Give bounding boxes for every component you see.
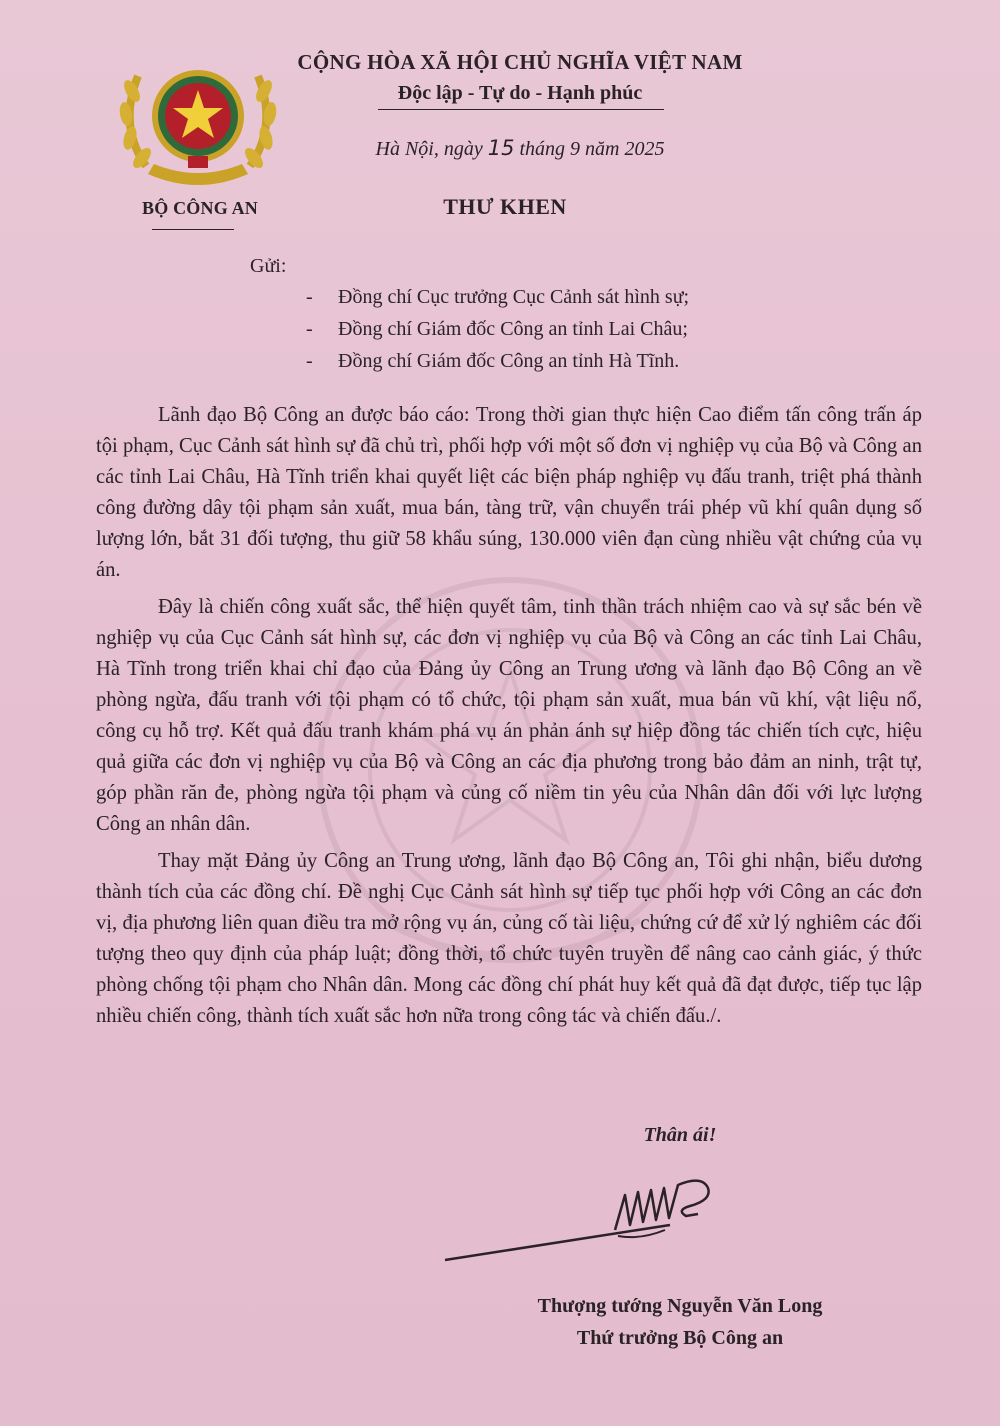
recipient-text: Đồng chí Giám đốc Công an tỉnh Hà Tĩnh. bbox=[338, 350, 680, 372]
date-suffix: tháng 9 năm 2025 bbox=[519, 138, 665, 160]
document-title: THƯ KHEN bbox=[443, 194, 567, 219]
list-item: - Đồng chí Cục trưởng Cục Cảnh sát hình sự; bbox=[306, 286, 690, 308]
police-emblem-icon bbox=[108, 46, 288, 196]
recipient-text: Đồng chí Giám đốc Công an tỉnh Lai Châu; bbox=[338, 318, 688, 340]
letter-body bbox=[96, 400, 922, 1038]
national-title: CỘNG HÒA XÃ HỘI CHỦ NGHĨA VIỆT NAM bbox=[297, 50, 743, 74]
motto-underline bbox=[378, 109, 664, 110]
issuing-agency: BỘ CÔNG AN bbox=[141, 198, 258, 218]
agency-underline bbox=[152, 229, 234, 230]
national-motto: Độc lập - Tự do - Hạnh phúc bbox=[397, 82, 643, 104]
body-paragraph: Lãnh đạo Bộ Công an được báo cáo: Trong thời gian thực hiện Cao điểm tấn công trấn áp tội phạm, Cục Cảnh sát hình sự đã chủ trì, phối hợp với một số đơn vị nghiệp vụ của Bộ và Công an các tỉnh Lai Châu, Hà Tĩnh triển khai quyết liệt các biện pháp nghiệp vụ đấu tranh, triệt phá thành công đường dây tội phạm sản xuất, mua bán, tàng trữ, vận chuyển trái phép vũ khí quân dụng số lượng lớn, bắt 31 đối tượng, thu giữ 58 khẩu súng, 130.000 viên đạn cùng nhiều vật chứng của vụ án. bbox=[96, 404, 922, 581]
recipients-list bbox=[306, 281, 689, 377]
recipient-text: Đồng chí Cục trưởng Cục Cảnh sát hình sự; bbox=[338, 286, 690, 308]
date-prefix: Hà Nội, ngày bbox=[375, 138, 483, 160]
list-item: - Đồng chí Giám đốc Công an tỉnh Lai Châu; bbox=[306, 318, 688, 340]
body-paragraph: Đây là chiến công xuất sắc, thể hiện quyết tâm, tinh thần trách nhiệm cao và sự sắc bén về nghiệp vụ của Cục Cảnh sát hình sự, các đơn vị nghiệp vụ của Bộ và Công an các tỉnh Lai Châu, Hà Tĩnh trong triển khai chỉ đạo của Đảng ủy Công an Trung ương và lãnh đạo Bộ Công an về phòng ngừa, đấu tranh với tội phạm có tổ chức, tội phạm sản xuất, mua bán vũ khí, vật liệu nổ, công cụ hỗ trợ. Kết quả đấu tranh khám phá vụ án phản ánh sự hiệp đồng tác chiến tích cực, hiệu quả giữa các đơn vị nghiệp vụ của Bộ và Công an các địa phương trong bảo đảm an ninh, trật tự, góp phần răn đe, phòng ngừa tội phạm và củng cố niềm tin yêu của Nhân dân đối với lực lượng Công an nhân dân. bbox=[96, 596, 922, 835]
closing-salutation: Thân ái! bbox=[643, 1124, 717, 1146]
signer-name: Thượng tướng Nguyễn Văn Long bbox=[537, 1295, 823, 1317]
signer-position: Thứ trưởng Bộ Công an bbox=[576, 1327, 784, 1349]
signature-icon bbox=[440, 1170, 740, 1270]
body-paragraph: Thay mặt Đảng ủy Công an Trung ương, lãnh đạo Bộ Công an, Tôi ghi nhận, biểu dương thành tích của các đồng chí. Đề nghị Cục Cảnh sát hình sự tiếp tục phối hợp với Công an các đơn vị, địa phương liên quan điều tra mở rộng vụ án, củng cố tài liệu, chứng cứ để xử lý nghiêm các đối tượng theo quy định của pháp luật; đồng thời, tổ chức tuyên truyền để nâng cao cảnh giác, ý thức phòng chống tội phạm cho Nhân dân. Mong các đồng chí phát huy kết quả đã đạt được, tiếp tục lập nhiều chiến công, thành tích xuất sắc hơn nữa trong công tác và chiến đấu./. bbox=[96, 850, 922, 1027]
date-day: 15 bbox=[487, 136, 515, 160]
signer-block bbox=[470, 1290, 890, 1354]
list-item: - Đồng chí Giám đốc Công an tỉnh Hà Tĩnh. bbox=[306, 350, 680, 372]
issue-date bbox=[270, 136, 770, 161]
recipients-label: Gửi: bbox=[250, 255, 287, 277]
